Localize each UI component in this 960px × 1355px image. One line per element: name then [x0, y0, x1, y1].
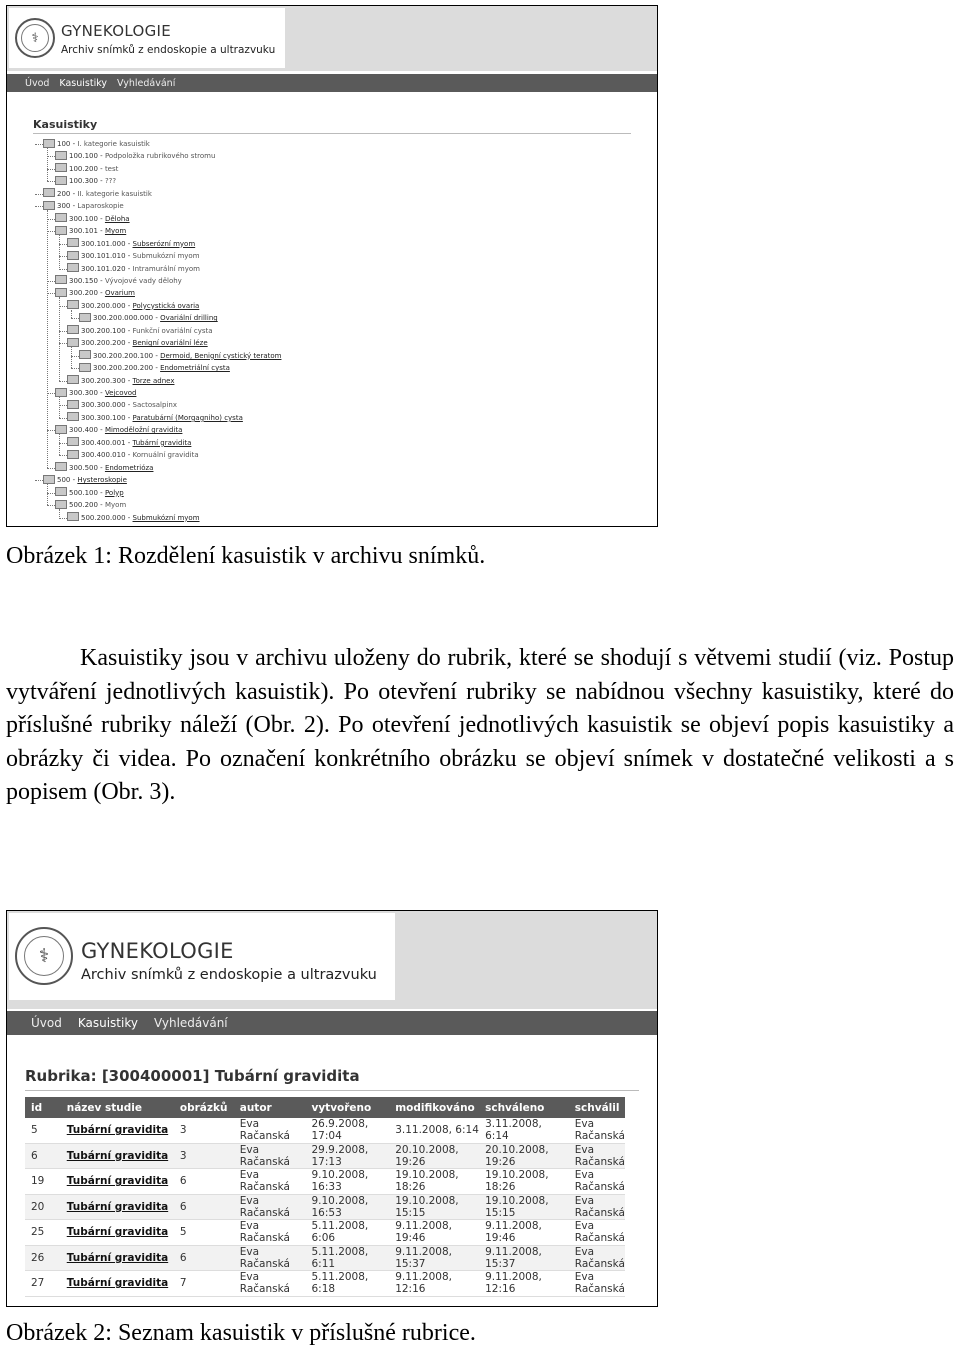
content-area	[7, 1035, 657, 1306]
table-cell	[61, 1245, 174, 1271]
folder-icon	[43, 139, 55, 148]
table-cell: Eva Račanská	[234, 1118, 306, 1143]
folder-icon	[43, 201, 55, 210]
table-row[interactable]	[25, 1118, 625, 1143]
site-title: GYNEKOLOGIE	[61, 22, 172, 40]
folder-icon	[67, 251, 79, 260]
site-brand	[61, 22, 275, 56]
tree-guide	[59, 509, 60, 517]
folder-icon	[55, 213, 67, 222]
tree-node-label: Intramurální myom	[132, 264, 200, 273]
table-row[interactable]	[25, 1220, 625, 1246]
tree-connector	[47, 231, 55, 232]
table-cell	[61, 1220, 174, 1246]
tree-node-label: II. kategorie kasuistik	[77, 189, 152, 198]
tree-guide	[47, 484, 48, 505]
figure-2-screenshot	[6, 910, 658, 1307]
tree-connector	[47, 281, 55, 282]
folder-icon	[67, 375, 79, 384]
column-header[interactable]: vytvořeno	[305, 1097, 389, 1118]
folder-icon	[67, 400, 79, 409]
folder-icon	[55, 226, 67, 235]
tree-guide	[59, 297, 60, 380]
tree-node[interactable]	[55, 387, 136, 399]
tree-node[interactable]	[67, 449, 199, 461]
folder-icon	[43, 475, 55, 484]
table-cell: 20.10.2008, 19:26	[389, 1143, 479, 1169]
folder-icon	[67, 437, 79, 446]
tree-guide	[47, 148, 48, 181]
table-cell: 3	[174, 1118, 234, 1143]
tree-node-code: 300.200.200.100 -	[93, 351, 161, 360]
folder-icon	[55, 275, 67, 284]
table-cell: Eva Račanská	[569, 1245, 625, 1271]
table-cell: Eva Račanská	[234, 1271, 306, 1297]
nav-home[interactable]: Úvod	[25, 77, 50, 89]
tree-node-code: 300.300.100 -	[81, 413, 133, 422]
tree-node[interactable]	[55, 275, 182, 287]
folder-icon	[55, 487, 67, 496]
tree-node-code: 100 -	[57, 140, 78, 148]
table-body	[25, 1118, 625, 1296]
table-cell: 9.11.2008, 19:46	[389, 1220, 479, 1246]
table-cell	[61, 1169, 174, 1195]
tree-node[interactable]	[55, 462, 153, 474]
folder-icon	[55, 388, 67, 397]
tree-node-label[interactable]: Tubární gravidita	[132, 438, 192, 447]
university-seal-icon: ⚕	[15, 927, 73, 985]
logo-box	[9, 8, 285, 68]
column-header[interactable]: schváleno	[479, 1097, 569, 1118]
folder-icon	[55, 500, 67, 509]
table-cell: 19.10.2008, 15:15	[389, 1194, 479, 1220]
tree-connector	[59, 244, 67, 245]
tree-connector	[59, 256, 67, 257]
tree-node-code: 300.101.020 -	[81, 264, 133, 273]
tree-node[interactable]	[79, 362, 230, 374]
tree-node-code: 300.200.000.000 -	[93, 314, 161, 323]
table-cell: 5.11.2008, 6:06	[305, 1220, 389, 1246]
tree-node[interactable]	[67, 325, 213, 337]
table-cell	[61, 1143, 174, 1169]
tree-node-code: 300.400.001 -	[81, 438, 133, 447]
column-header[interactable]: id	[25, 1097, 61, 1118]
table-cell: 27	[25, 1271, 61, 1297]
folder-icon	[55, 425, 67, 434]
tree-node-code: 300.101 -	[69, 227, 105, 236]
tree-node-label[interactable]: Torze adnex	[132, 376, 175, 385]
tree-node-label[interactable]: Benigní ovariální léze	[132, 339, 208, 348]
table-cell: 9.10.2008, 16:53	[305, 1194, 389, 1220]
tree-node-label: Sactosalpinx	[132, 401, 177, 410]
tree-node-code: 300.101.000 -	[81, 239, 133, 248]
university-seal-icon: ⚕	[15, 18, 55, 58]
tree-connector	[35, 194, 43, 195]
tree-node-code: 300.150 -	[69, 276, 105, 285]
tree-node[interactable]	[55, 150, 215, 162]
tree-node[interactable]	[55, 225, 126, 237]
tree-node[interactable]	[67, 437, 191, 449]
tree-connector	[35, 144, 43, 145]
tree-node[interactable]	[55, 424, 182, 436]
main-nav	[7, 74, 657, 92]
site-brand	[81, 939, 377, 983]
tree-connector	[47, 505, 55, 506]
logo-box	[9, 913, 395, 1000]
tree-node[interactable]	[43, 474, 127, 486]
tree-node-code: 500 -	[57, 476, 78, 485]
folder-icon	[55, 151, 67, 160]
column-header[interactable]: schválil	[569, 1097, 625, 1118]
table-cell: 20.10.2008, 19:26	[479, 1143, 569, 1169]
tree-node[interactable]	[67, 263, 200, 275]
tree-node-code: 300.200.100 -	[81, 326, 133, 335]
tree-connector	[47, 169, 55, 170]
tree-node[interactable]	[67, 300, 199, 312]
tree-connector	[47, 293, 55, 294]
table-cell: 5	[25, 1118, 61, 1143]
table-header-row	[25, 1097, 625, 1118]
table-cell: Eva Račanská	[569, 1143, 625, 1169]
table-cell: Eva Račanská	[234, 1220, 306, 1246]
case-link[interactable]: Tubární gravidita	[66, 1277, 169, 1290]
tree-connector	[59, 455, 67, 456]
table-cell: 9.10.2008, 16:33	[305, 1169, 389, 1195]
table-cell: 9.11.2008, 19:46	[479, 1220, 569, 1246]
folder-icon	[67, 263, 79, 272]
divider	[25, 1090, 639, 1091]
table-cell: Eva Račanská	[569, 1118, 625, 1143]
tree-node-code: 200 -	[57, 189, 78, 198]
tree-node-label[interactable]: Subserózní myom	[132, 239, 196, 248]
table-cell: 3.11.2008, 6:14	[389, 1118, 479, 1143]
table-cell: Eva Račanská	[234, 1245, 306, 1271]
case-link[interactable]: Tubární gravidita	[66, 1226, 169, 1239]
tree-connector	[47, 393, 55, 394]
table-cell: 19	[25, 1169, 61, 1195]
tree-node-label[interactable]: Endometrióza	[104, 463, 154, 472]
tree-node-label[interactable]: Hysteroskopie	[77, 476, 127, 485]
tree-node-code: 100.200 -	[69, 164, 105, 173]
tree-node-label[interactable]: Myom	[104, 227, 127, 236]
tree-guide	[71, 347, 72, 368]
folder-icon	[55, 462, 67, 471]
case-link[interactable]: Tubární gravidita	[66, 1251, 169, 1264]
tree-node-label: Myom	[104, 501, 127, 510]
body-paragraph: Kasuistiky jsou v archivu uloženy do rubrik, které se shodují s větvemi studií (viz. Postup vytváření jednotlivých kasuistik). Po otevření rubriky se nabídnou všechny kasuistiky, které do příslušné rubriky náleží (Obr. 2). Po otevření jednotlivých kasuistik se objeví popis kasuistiky a obrázky či videa. Po označení konkrétního obrázku se objeví snímek v dostatečné velikosti a s popisem (Obr. 3).	[6, 645, 954, 805]
table-cell: 9.11.2008, 15:37	[389, 1245, 479, 1271]
tree-connector	[47, 493, 55, 494]
table-cell: 5.11.2008, 6:18	[305, 1271, 389, 1297]
table-cell	[61, 1194, 174, 1220]
figure-1-screenshot	[6, 5, 658, 527]
tree-guide	[59, 434, 60, 455]
table-cell: 5.11.2008, 6:11	[305, 1245, 389, 1271]
table-cell: 9.11.2008, 12:16	[389, 1271, 479, 1297]
tree-node-code: 500.200.000 -	[81, 513, 133, 522]
tree-node-label: Kornuální gravidita	[132, 451, 199, 460]
table-cell: Eva Račanská	[234, 1169, 306, 1195]
folder-icon	[79, 363, 91, 372]
table-cell: 9.11.2008, 12:16	[479, 1271, 569, 1297]
tree-guide	[59, 235, 60, 268]
table-cell: Eva Račanská	[234, 1143, 306, 1169]
table-cell: 7	[174, 1271, 234, 1297]
table-cell: 6	[174, 1245, 234, 1271]
folder-icon	[67, 512, 79, 521]
tree-node-code: 300.101.010 -	[81, 252, 133, 261]
tree-node[interactable]	[67, 399, 177, 411]
table-row[interactable]	[25, 1245, 625, 1271]
tree-node-label[interactable]: Vejcovod	[104, 389, 137, 397]
table-cell: 19.10.2008, 18:26	[389, 1169, 479, 1195]
tree-connector	[59, 269, 67, 270]
tree-node-label: Vývojové vady dělohy	[104, 276, 182, 285]
table-row[interactable]	[25, 1271, 625, 1297]
tree-node[interactable]	[67, 512, 200, 524]
divider	[33, 133, 631, 134]
folder-icon	[67, 412, 79, 421]
section-title: Kasuistiky	[33, 118, 98, 131]
tree-node[interactable]	[79, 350, 281, 362]
tree-connector	[47, 156, 55, 157]
case-link[interactable]: Tubární gravidita	[66, 1175, 169, 1188]
site-subtitle: Archiv snímků z endoskopie a ultrazvuku	[61, 44, 276, 56]
tree-node[interactable]	[55, 287, 135, 299]
table-cell: 9.11.2008, 15:37	[479, 1245, 569, 1271]
table-cell: 19.10.2008, 15:15	[479, 1194, 569, 1220]
column-header[interactable]: obrázků	[174, 1097, 234, 1118]
folder-icon	[79, 350, 91, 359]
tree-connector	[59, 343, 67, 344]
case-link[interactable]: Tubární gravidita	[66, 1200, 169, 1213]
folder-icon	[67, 325, 79, 334]
tree-node[interactable]	[55, 163, 118, 175]
tree-node-code: 300.300 -	[69, 389, 105, 397]
case-link[interactable]: Tubární gravidita	[66, 1149, 169, 1162]
column-header[interactable]: název studie	[61, 1097, 174, 1118]
tree-node-label[interactable]: Paratubární (Morgagniho) cysta	[132, 413, 243, 422]
tree-connector	[59, 331, 67, 332]
tree-node-code: 300.400.010 -	[81, 451, 133, 460]
table-cell: Eva Račanská	[569, 1194, 625, 1220]
tree-node-label[interactable]: Polycystická ovaria	[132, 301, 200, 310]
tree-node-label[interactable]: Endometriální cysta	[160, 364, 230, 373]
tree-node[interactable]	[43, 188, 152, 200]
tree-connector	[47, 468, 55, 469]
folder-icon	[67, 450, 79, 459]
folder-icon	[55, 163, 67, 172]
tree-node-code: 500.100 -	[69, 488, 105, 497]
folder-icon	[67, 338, 79, 347]
case-link[interactable]: Tubární gravidita	[66, 1124, 169, 1137]
tree-node[interactable]	[67, 250, 200, 262]
tree-node[interactable]	[55, 499, 126, 511]
tree-node-code: 300.400 -	[69, 426, 105, 435]
tree-node-code: 300.200.300 -	[81, 376, 133, 385]
folder-icon	[79, 313, 91, 322]
table-cell: Eva Račanská	[569, 1169, 625, 1195]
table-cell: 20	[25, 1194, 61, 1220]
figure-2-caption: Obrázek 2: Seznam kasuistik v příslušné rubrice.	[6, 1320, 476, 1346]
tree-node[interactable]	[55, 213, 130, 225]
tree-node-code: 300.200.000 -	[81, 301, 133, 310]
column-header[interactable]: autor	[234, 1097, 306, 1118]
tree-guide	[59, 397, 60, 418]
site-subtitle: Archiv snímků z endoskopie a ultrazvuku	[81, 967, 377, 983]
table-cell	[61, 1118, 174, 1143]
figure-1-caption: Obrázek 1: Rozdělení kasuistik v archivu snímků.	[6, 543, 486, 569]
table-cell: 5	[174, 1220, 234, 1246]
nav-search[interactable]: Vyhledávání	[117, 77, 176, 89]
tree-connector	[59, 518, 67, 519]
tree-node-code: 300.200 -	[69, 289, 105, 298]
nav-home[interactable]: Úvod	[31, 1016, 62, 1030]
tree-node-code: 300.500 -	[69, 463, 105, 472]
tree-node[interactable]	[55, 175, 116, 187]
tree-connector	[59, 418, 67, 419]
tree-connector	[59, 306, 67, 307]
tree-node-code: 100.300 -	[69, 177, 105, 186]
tree-node-code: 300.100 -	[69, 214, 105, 223]
table-row[interactable]	[25, 1194, 625, 1220]
table-cell: 3	[174, 1143, 234, 1169]
table-cell: 19.10.2008, 18:26	[479, 1169, 569, 1195]
table-cell: Eva Račanská	[569, 1220, 625, 1246]
tree-connector	[47, 219, 55, 220]
tree-node-label: Submukózní myom	[132, 252, 200, 261]
tree-node[interactable]	[43, 200, 124, 212]
nav-cases[interactable]: Kasuistiky	[77, 1016, 138, 1030]
table-cell: 26.9.2008, 17:04	[305, 1118, 389, 1143]
tree-node-label: Funkční ovariální cysta	[132, 326, 213, 335]
tree-connector	[59, 443, 67, 444]
tree-node-label: ???	[104, 177, 117, 186]
tree-connector	[59, 381, 67, 382]
tree-node-code: 300.200.200.200 -	[93, 364, 161, 373]
tree-node[interactable]	[43, 138, 150, 150]
tree-node-code: 300 -	[57, 202, 78, 211]
nav-cases[interactable]: Kasuistiky	[59, 77, 108, 89]
tree-node-label[interactable]: Polyp	[104, 488, 124, 497]
tree-node-code: 300.200.200 -	[81, 339, 133, 348]
table-cell: 3.11.2008, 6:14	[479, 1118, 569, 1143]
table-cell: Eva Račanská	[234, 1194, 306, 1220]
tree-connector	[71, 318, 79, 319]
tree-connector	[35, 480, 43, 481]
tree-connector	[71, 368, 79, 369]
folder-icon	[55, 176, 67, 185]
tree-node[interactable]	[55, 487, 124, 499]
table-cell: 6	[174, 1169, 234, 1195]
tree-node-label: I. kategorie kasuistik	[77, 140, 150, 148]
tree-node[interactable]	[67, 238, 195, 250]
tree-guide	[47, 210, 48, 467]
tree-node-label: test	[104, 164, 119, 173]
tree-connector	[35, 206, 43, 207]
table-row[interactable]	[25, 1169, 625, 1195]
tree-connector	[59, 405, 67, 406]
table-row[interactable]	[25, 1143, 625, 1169]
tree-node-label: Podpoložka rubrikového stromu	[104, 152, 216, 161]
folder-icon	[55, 288, 67, 297]
tree-node-label[interactable]: Ovarium	[104, 289, 135, 298]
tree-guide	[71, 310, 72, 318]
tree-node-label[interactable]: Mimoděložní gravidita	[104, 426, 183, 435]
tree-node[interactable]	[79, 312, 218, 324]
tree-node[interactable]	[67, 375, 174, 387]
tree-node-code: 500.200 -	[69, 501, 105, 510]
site-header	[7, 6, 657, 71]
tree-node-label[interactable]: Děloha	[104, 214, 130, 223]
folder-icon	[67, 238, 79, 247]
tree-node-label: Laparoskopie	[77, 202, 124, 211]
table-cell: Eva Račanská	[569, 1271, 625, 1297]
tree-node-label[interactable]: Dermoid, Benigní cystický teratom	[160, 351, 282, 360]
folder-icon	[43, 188, 55, 197]
tree-connector	[71, 356, 79, 357]
tree-node[interactable]	[67, 412, 243, 424]
site-title: GYNEKOLOGIE	[81, 939, 234, 963]
folder-icon	[67, 300, 79, 309]
rubric-title: Rubrika: [300400001] Tubární gravidita	[25, 1067, 360, 1085]
main-nav	[7, 1011, 657, 1035]
site-header	[7, 911, 657, 1009]
tree-node-code: 300.300.000 -	[81, 401, 133, 410]
table-cell: 29.9.2008, 17:13	[305, 1143, 389, 1169]
tree-connector	[47, 181, 55, 182]
tree-node-label[interactable]: Submukózní myom	[132, 513, 200, 522]
tree-node[interactable]	[67, 337, 208, 349]
tree-node-label[interactable]: Ovariální drilling	[160, 314, 218, 323]
cases-table	[25, 1097, 625, 1297]
table-cell	[61, 1271, 174, 1297]
table-cell: 6	[25, 1143, 61, 1169]
column-header[interactable]: modifikováno	[389, 1097, 479, 1118]
table-cell: 26	[25, 1245, 61, 1271]
content-area	[7, 92, 657, 526]
tree-connector	[47, 430, 55, 431]
nav-search[interactable]: Vyhledávání	[153, 1016, 228, 1030]
table-cell: 6	[174, 1194, 234, 1220]
tree-node-code: 100.100 -	[69, 152, 105, 161]
table-cell: 25	[25, 1220, 61, 1246]
